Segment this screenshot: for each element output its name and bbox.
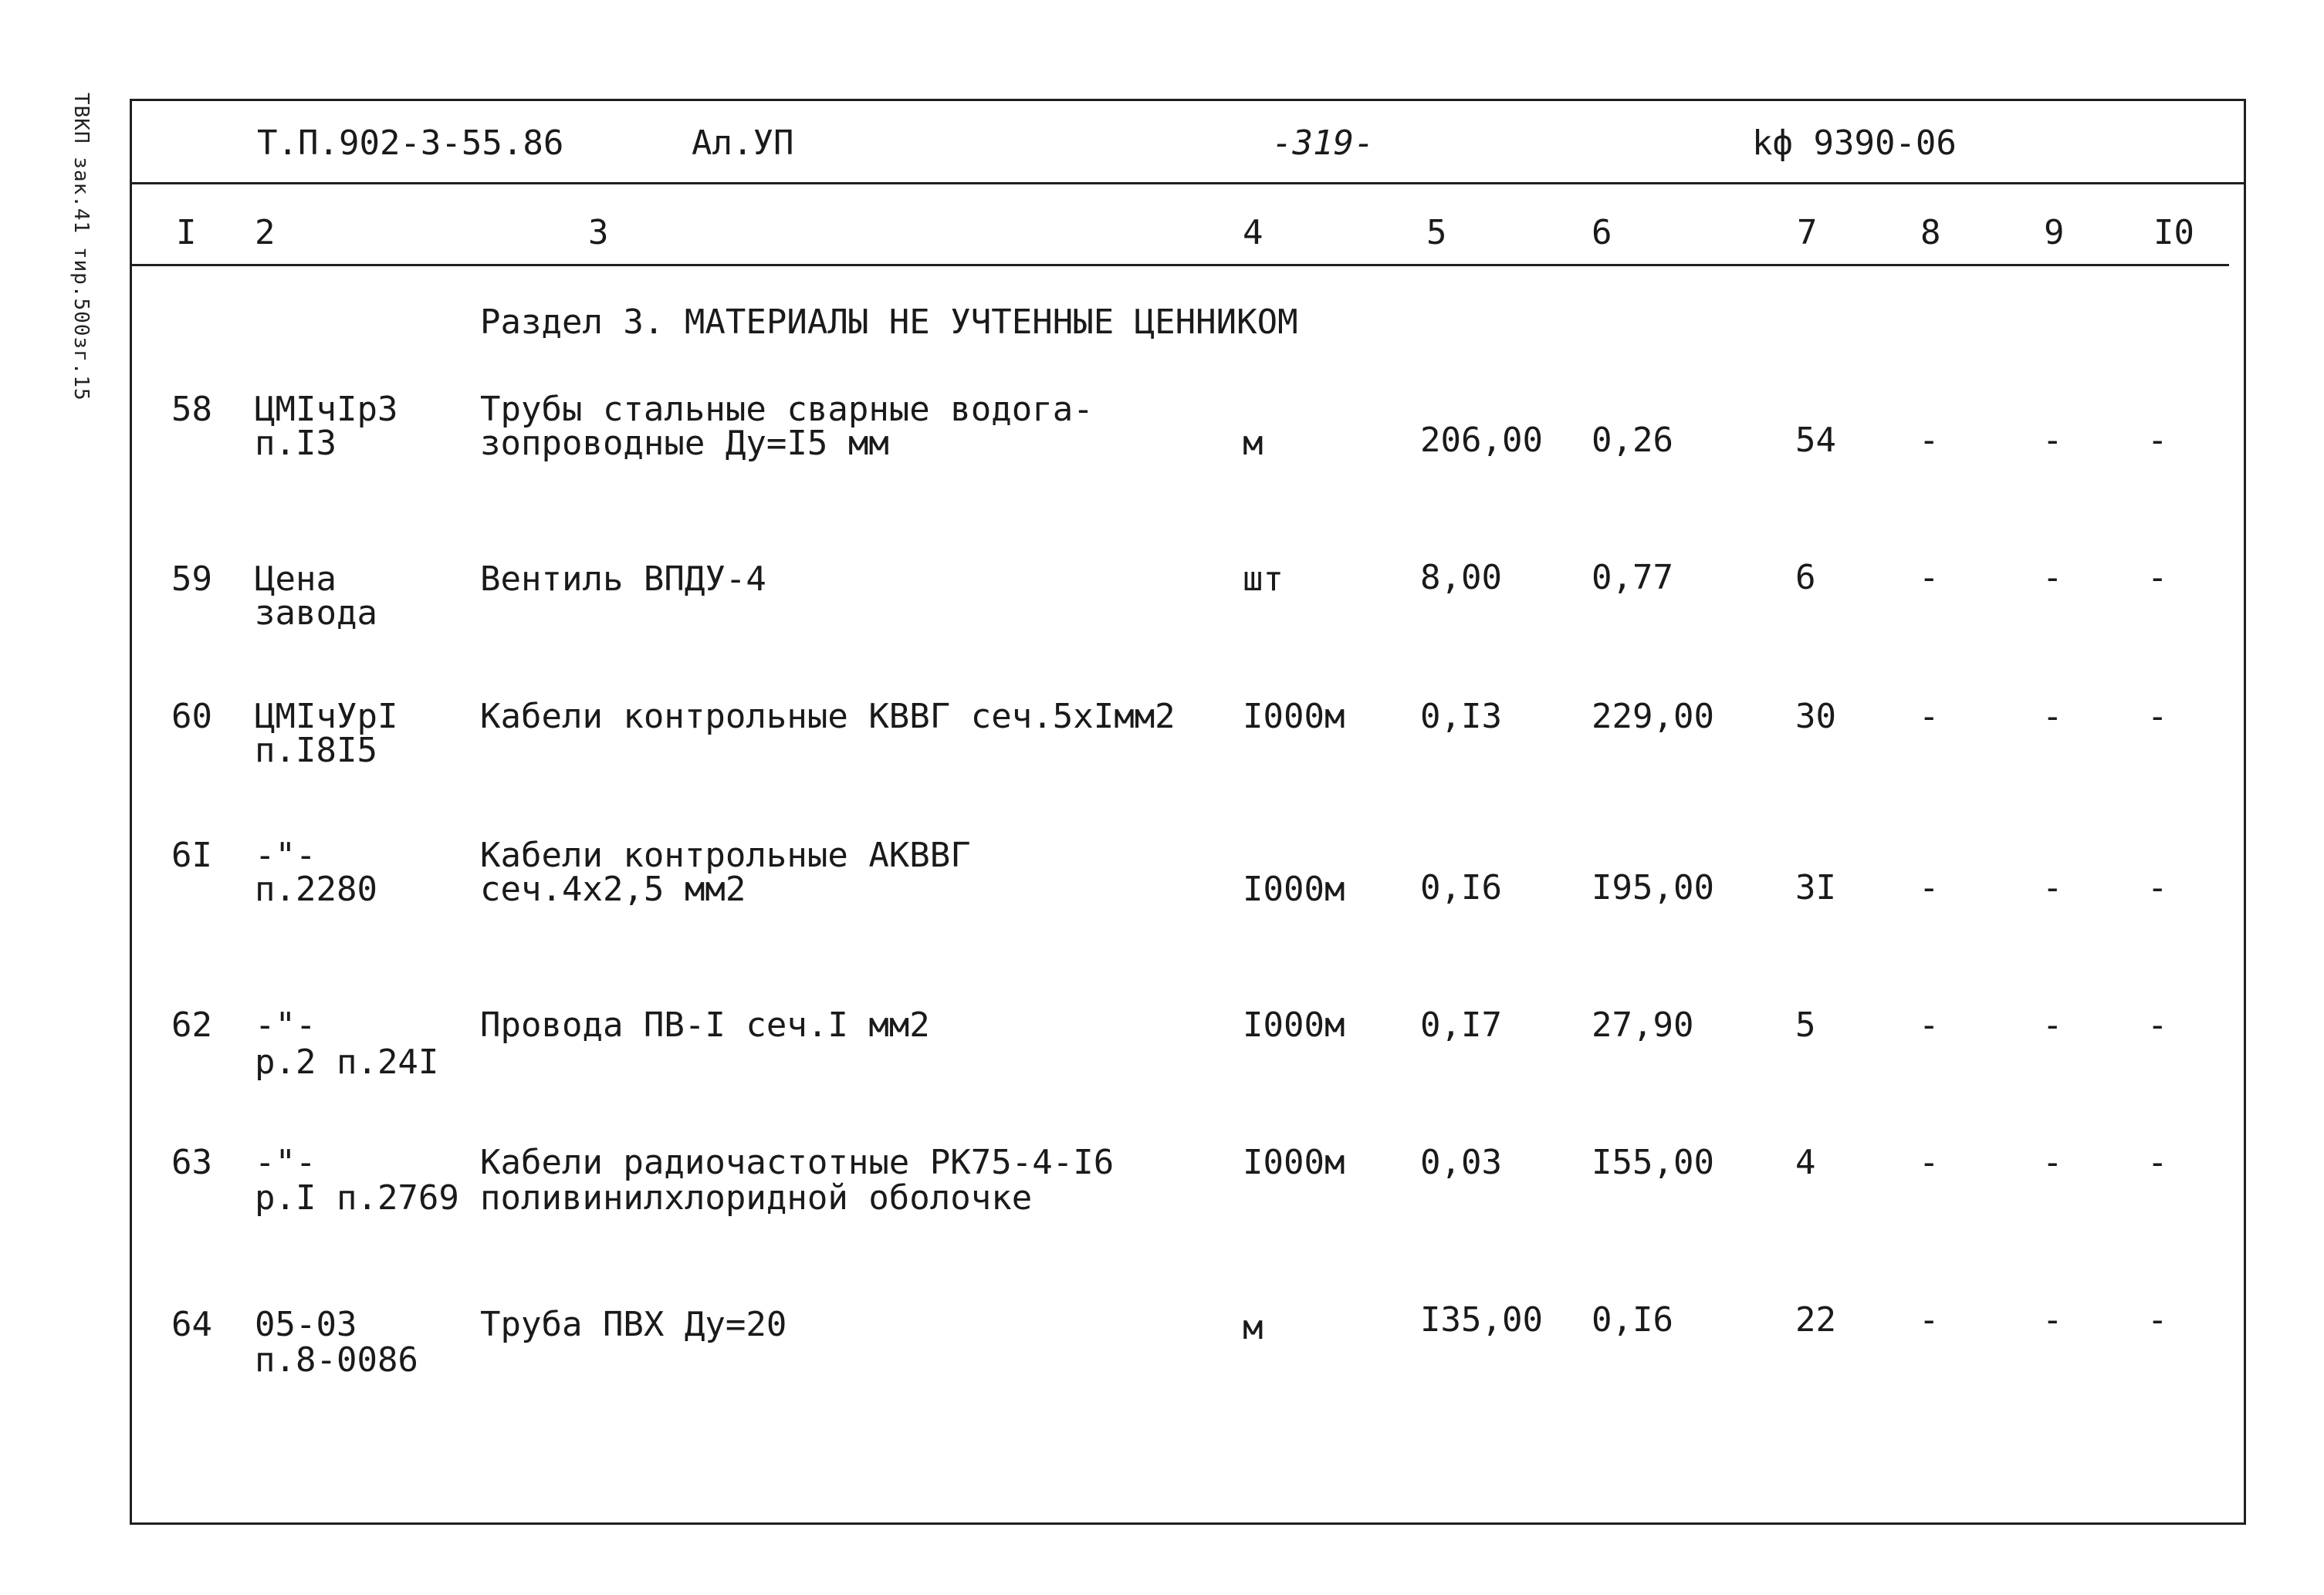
doc-code: Т.П.902-3-55.86 <box>257 123 564 163</box>
row-code-line2: завода <box>255 593 377 633</box>
row-sum: 4 <box>1795 1143 1816 1182</box>
column-number: 6 <box>1592 213 1612 252</box>
row-name: Труба ПВХ Ду=20 <box>480 1305 787 1344</box>
row-sum: 30 <box>1795 697 1836 736</box>
row-col8: - <box>1919 558 1940 597</box>
row-name: Трубы стальные сварные водога- <box>480 390 1094 429</box>
row-code-line2: п.I8I5 <box>255 731 377 770</box>
row-number: 60 <box>171 697 212 736</box>
row-col9: - <box>2042 868 2063 907</box>
row-number: 64 <box>171 1305 212 1344</box>
row-name: Кабели контрольные АКВВГ <box>480 836 971 875</box>
column-header-divider <box>130 264 2229 266</box>
row-col9: - <box>2042 1005 2063 1045</box>
row-name: Кабели контрольные КВВГ сеч.5хIмм2 <box>480 697 1176 736</box>
row-unit: шт <box>1243 559 1284 599</box>
column-number: 4 <box>1243 213 1263 252</box>
row-quantity: I35,00 <box>1420 1300 1543 1340</box>
row-code: -"- <box>255 836 316 875</box>
row-unit: I000м <box>1243 1005 1345 1045</box>
row-col8: - <box>1919 1143 1940 1182</box>
column-number: 5 <box>1426 213 1447 252</box>
row-sum: 22 <box>1795 1300 1836 1340</box>
row-price: I55,00 <box>1592 1143 1714 1182</box>
row-col9: - <box>2042 1300 2063 1340</box>
row-unit: I000м <box>1243 1143 1345 1182</box>
row-col8: - <box>1919 1005 1940 1045</box>
inventory-number: kф 9390-06 <box>1752 123 1957 163</box>
row-price: I95,00 <box>1592 868 1714 907</box>
row-price: 0,I6 <box>1592 1300 1673 1340</box>
row-col10: - <box>2147 697 2168 736</box>
row-col10: - <box>2147 868 2168 907</box>
row-code: -"- <box>255 1005 316 1045</box>
row-unit: I000м <box>1243 697 1345 736</box>
row-name: Кабели радиочастотные РК75-4-I6 <box>480 1143 1115 1182</box>
row-name: Вентиль ВПДУ-4 <box>480 559 766 599</box>
row-sum: 6 <box>1795 558 1816 597</box>
row-col8: - <box>1919 868 1940 907</box>
row-col8: - <box>1919 421 1940 460</box>
row-quantity: 0,I6 <box>1420 868 1502 907</box>
row-code-line2: р.2 п.24I <box>255 1042 439 1082</box>
page-number: -319- <box>1272 123 1375 163</box>
row-name: Провода ПВ-I сеч.I мм2 <box>480 1005 930 1045</box>
row-number: 62 <box>171 1005 212 1045</box>
row-unit: м <box>1243 424 1263 463</box>
row-col9: - <box>2042 421 2063 460</box>
row-col10: - <box>2147 421 2168 460</box>
row-col9: - <box>2042 558 2063 597</box>
row-price: 27,90 <box>1592 1005 1694 1045</box>
row-price: 0,26 <box>1592 421 1673 460</box>
row-price: 0,77 <box>1592 558 1673 597</box>
row-col10: - <box>2147 1143 2168 1182</box>
row-sum: 5 <box>1795 1005 1816 1045</box>
header-divider <box>130 182 2246 184</box>
row-col8: - <box>1919 697 1940 736</box>
row-name-line2: поливинилхлоридной оболочке <box>480 1178 1033 1218</box>
row-code: -"- <box>255 1143 316 1182</box>
row-col8: - <box>1919 1300 1940 1340</box>
row-number: 6I <box>171 836 212 875</box>
row-code: ЦМIчУрI <box>255 697 398 736</box>
row-price: 229,00 <box>1592 697 1714 736</box>
row-number: 59 <box>171 559 212 599</box>
row-col10: - <box>2147 1005 2168 1045</box>
row-name-line2: зопроводные Ду=I5 мм <box>480 424 889 463</box>
row-code-line2: п.2280 <box>255 870 377 909</box>
row-code: ЦМIчIр3 <box>255 390 398 429</box>
column-number: I0 <box>2153 213 2194 252</box>
row-name-line2: сеч.4х2,5 мм2 <box>480 870 746 909</box>
row-quantity: 206,00 <box>1420 421 1543 460</box>
column-number: I <box>176 213 197 252</box>
side-stamp: ТВКП зак.41 тир.500зг.15 <box>69 93 93 401</box>
column-number: 3 <box>588 213 609 252</box>
row-col9: - <box>2042 1143 2063 1182</box>
row-quantity: 8,00 <box>1420 558 1502 597</box>
row-code: Цена <box>255 559 337 599</box>
row-code-line2: п.8-0086 <box>255 1340 418 1380</box>
row-number: 58 <box>171 390 212 429</box>
row-col10: - <box>2147 1300 2168 1340</box>
section-title: Раздел 3. МАТЕРИАЛЫ НЕ УЧТЕННЫЕ ЦЕННИКОМ <box>480 302 1298 342</box>
row-unit: I000м <box>1243 870 1345 909</box>
row-code: 05-03 <box>255 1305 357 1344</box>
row-unit: м <box>1243 1308 1263 1347</box>
row-sum: 3I <box>1795 868 1836 907</box>
row-col9: - <box>2042 697 2063 736</box>
row-sum: 54 <box>1795 421 1836 460</box>
row-quantity: 0,I7 <box>1420 1005 1502 1045</box>
column-number: 2 <box>255 213 276 252</box>
column-number: 8 <box>1920 213 1941 252</box>
column-number: 9 <box>2044 213 2065 252</box>
row-quantity: 0,I3 <box>1420 697 1502 736</box>
row-number: 63 <box>171 1143 212 1182</box>
row-quantity: 0,03 <box>1420 1143 1502 1182</box>
row-col10: - <box>2147 558 2168 597</box>
row-code-line2: р.I п.2769 <box>255 1178 459 1218</box>
album-label: Ал.УП <box>692 123 794 163</box>
row-code-line2: п.I3 <box>255 424 337 463</box>
column-number: 7 <box>1797 213 1818 252</box>
